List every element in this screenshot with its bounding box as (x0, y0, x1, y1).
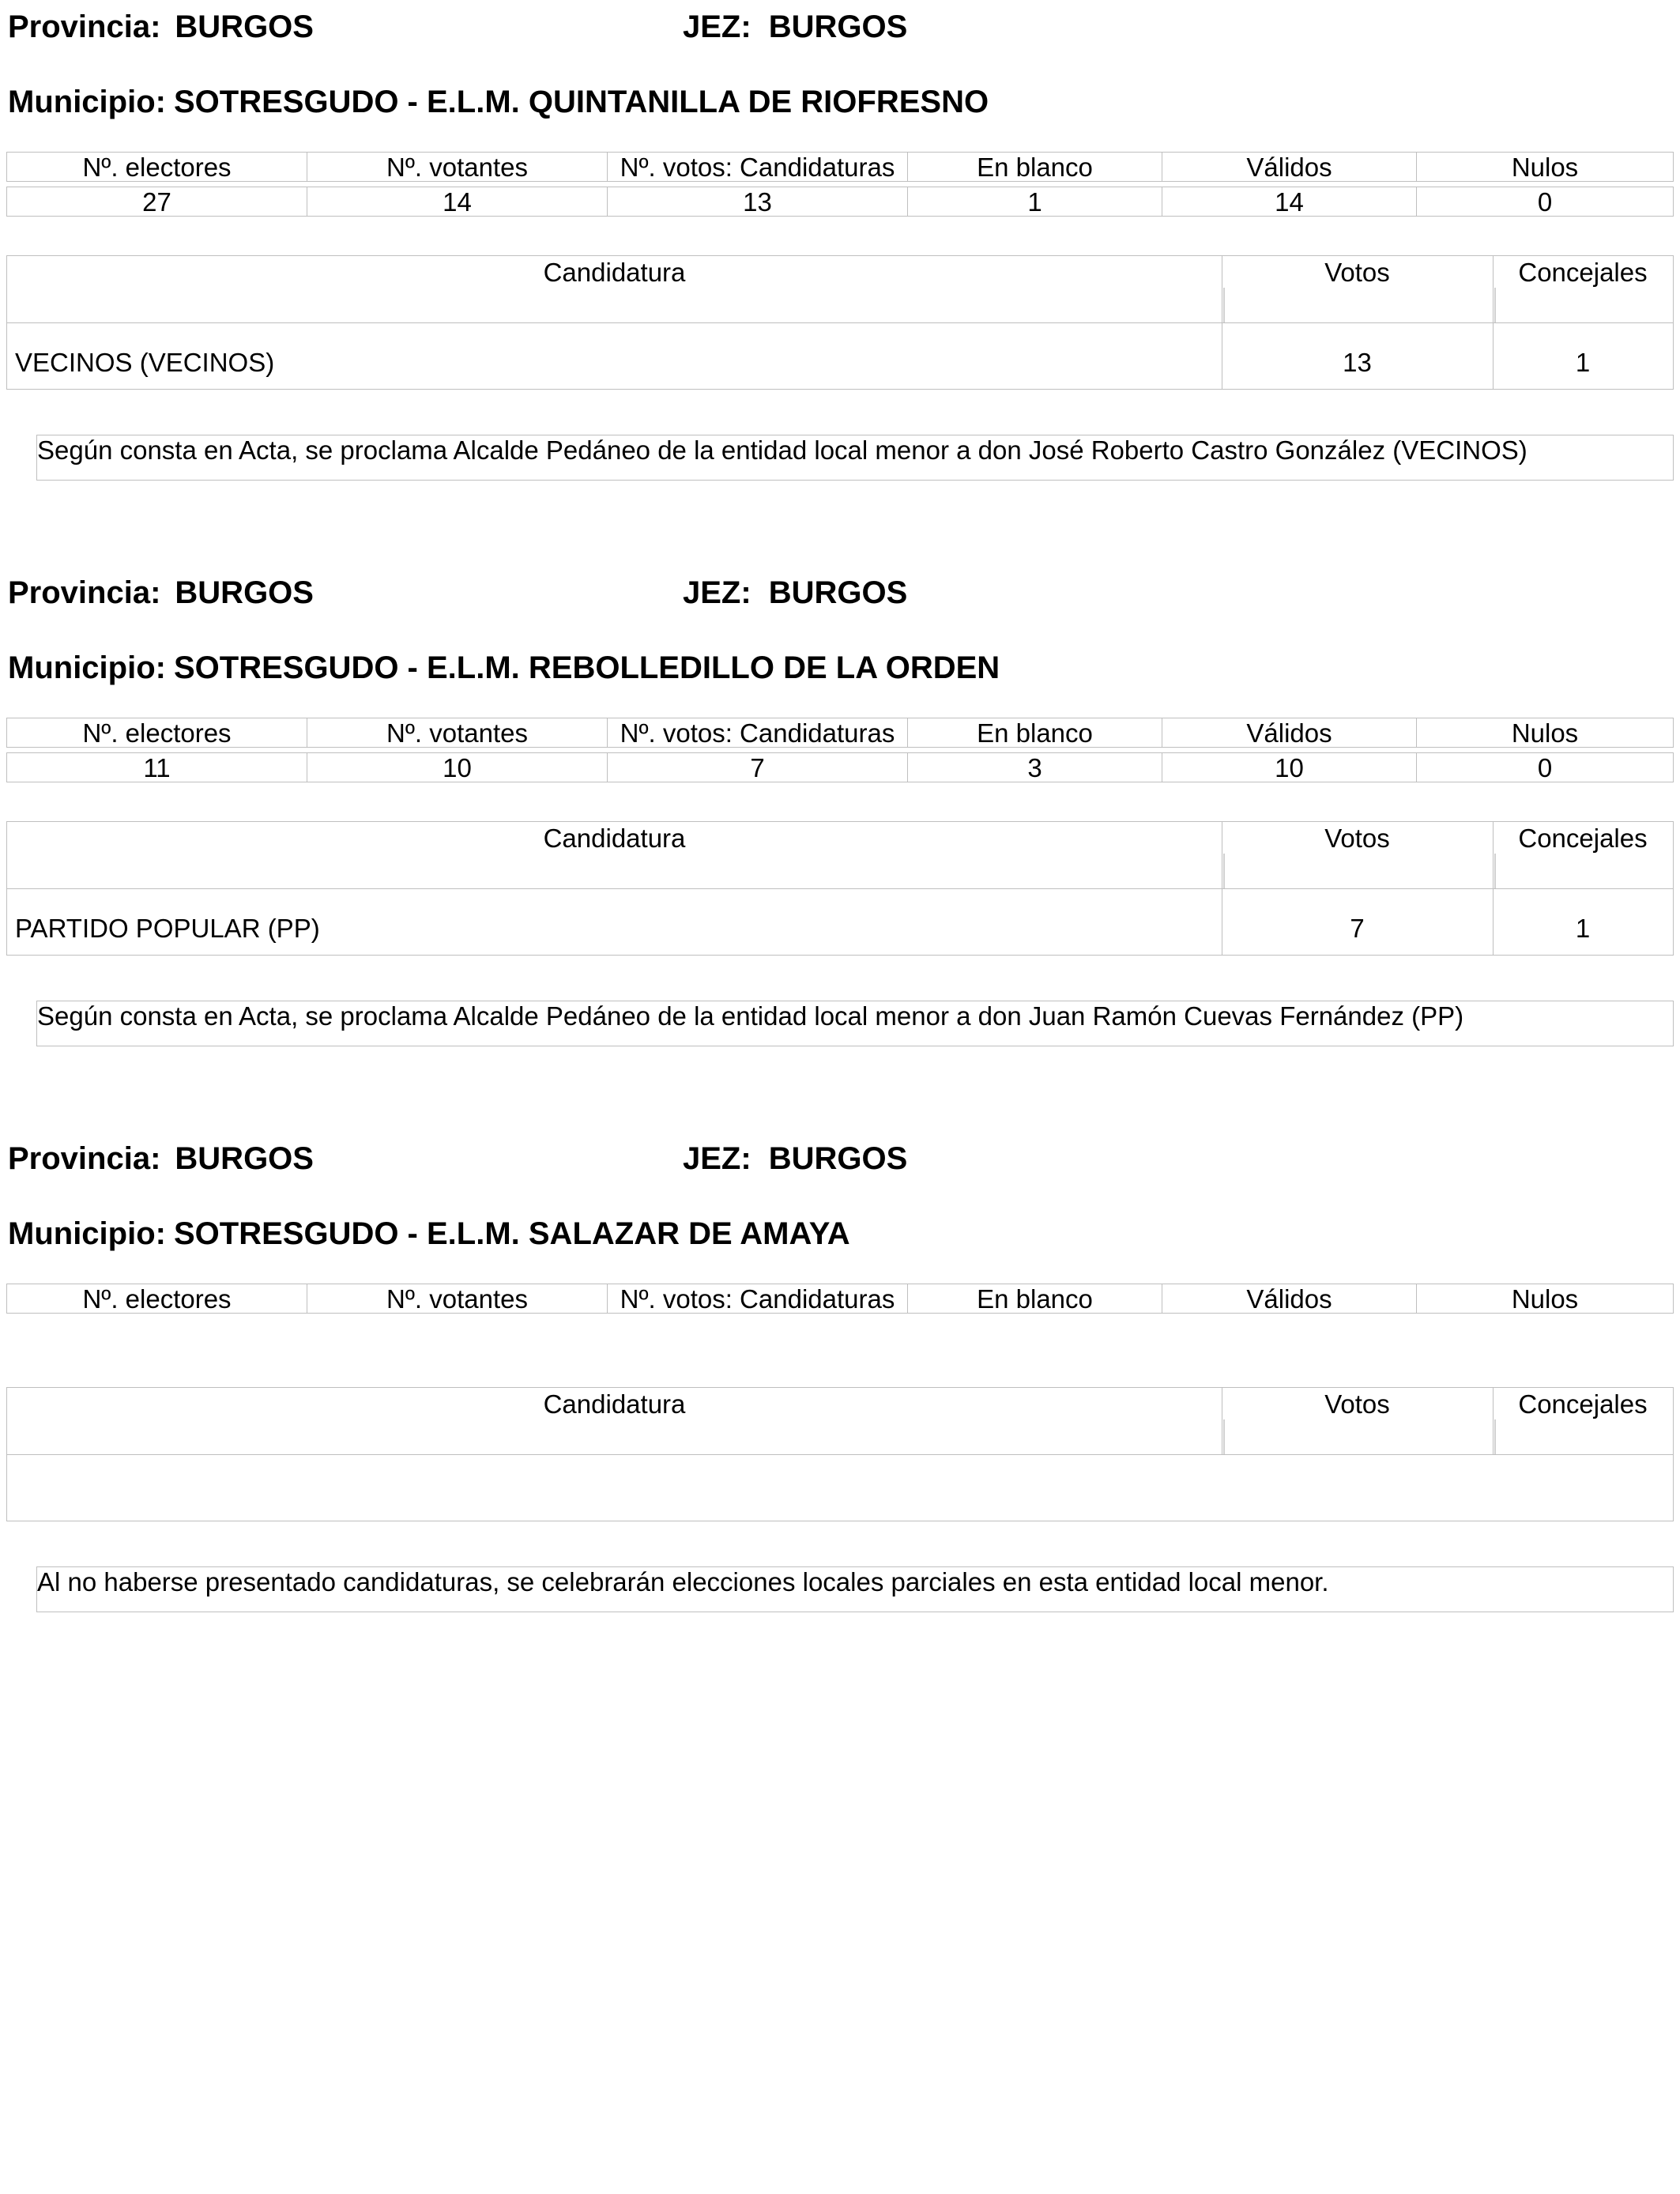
municipio-value: SOTRESGUDO - E.L.M. REBOLLEDILLO DE LA ORDEN (173, 650, 1000, 685)
stats-value-cell: 11 (6, 752, 307, 782)
stats-header-cell: Válidos (1162, 1284, 1417, 1314)
stats-value-cell: 0 (1416, 187, 1674, 217)
stats-value-cell: 3 (907, 752, 1162, 782)
candidate-votos: 13 (1343, 348, 1372, 377)
candidate-concejales: 1 (1575, 348, 1591, 377)
stats-header-row (6, 1284, 1674, 1314)
stats-table (6, 1284, 1674, 1314)
election-section-1 (0, 0, 1680, 566)
municipio-header (8, 86, 989, 118)
no-candidatures-note-text: Al no haberse presentado candidaturas, se celebrarán elecciones locales parciales en esta entidad local menor. (37, 1567, 1329, 1596)
stats-value-cell: 13 (607, 187, 908, 217)
jez-header (683, 577, 907, 609)
column-divider (1494, 1419, 1496, 1454)
candidatura-header: Candidatura (543, 1389, 686, 1419)
candidatura-header: Candidatura (543, 824, 686, 853)
candidature-table (6, 821, 1674, 956)
proclamation-note-text: Según consta en Acta, se proclama Alcalde Pedáneo de la entidad local menor a don Juan Ramón Cuevas Fernández (PP) (37, 1001, 1464, 1031)
stats-value-cell: 14 (307, 187, 608, 217)
provincia-header (8, 577, 314, 609)
provincia-label: Provincia: (8, 9, 161, 44)
provincia-label: Provincia: (8, 575, 161, 610)
jez-label: JEZ: (683, 1141, 751, 1176)
proclamation-note (36, 435, 1674, 481)
column-divider (1223, 854, 1225, 888)
municipio-value: SOTRESGUDO - E.L.M. SALAZAR DE AMAYA (173, 1216, 850, 1251)
votos-header: Votos (1324, 824, 1390, 853)
provincia-label: Provincia: (8, 1141, 161, 1176)
concejales-header: Concejales (1518, 824, 1648, 853)
provincia-value: BURGOS (175, 1141, 314, 1176)
provincia-header (8, 11, 314, 43)
provincia-value: BURGOS (175, 9, 314, 44)
stats-header-cell: En blanco (907, 718, 1162, 748)
proclamation-note (36, 1001, 1674, 1046)
stats-value-cell: 14 (1162, 187, 1417, 217)
municipio-label: Municipio: (8, 1216, 166, 1251)
stats-value-cell: 1 (907, 187, 1162, 217)
stats-header-cell: En blanco (907, 152, 1162, 182)
column-divider (1494, 854, 1496, 888)
stats-header-cell: Nulos (1416, 718, 1674, 748)
stats-header-cell: Nº. votos: Candidaturas (607, 152, 908, 182)
candidature-table (6, 255, 1674, 390)
votos-header: Votos (1324, 1389, 1390, 1419)
stats-header-cell: Nº. electores (6, 152, 307, 182)
concejales-header: Concejales (1518, 258, 1648, 287)
election-section-2 (0, 566, 1680, 1132)
stats-value-cell: 10 (1162, 752, 1417, 782)
stats-header-cell: Válidos (1162, 152, 1417, 182)
jez-header (683, 11, 907, 43)
stats-value-cell: 27 (6, 187, 307, 217)
stats-header-cell: Nulos (1416, 152, 1674, 182)
candidate-votos: 7 (1350, 914, 1365, 943)
candidate-concejales: 1 (1575, 914, 1591, 943)
column-divider (1223, 1419, 1225, 1454)
stats-header-cell: Nº. votos: Candidaturas (607, 718, 908, 748)
concejales-header: Concejales (1518, 1389, 1648, 1419)
stats-header-cell: Nulos (1416, 1284, 1674, 1314)
municipio-header (8, 1218, 850, 1250)
stats-value-row (6, 187, 1674, 217)
votos-header: Votos (1324, 258, 1390, 287)
municipio-label: Municipio: (8, 85, 166, 119)
stats-header-cell: Nº. electores (6, 718, 307, 748)
stats-header-row (6, 152, 1674, 182)
candidature-table (6, 1387, 1674, 1521)
jez-label: JEZ: (683, 9, 751, 44)
stats-value-cell: 10 (307, 752, 608, 782)
stats-header-cell: Nº. votantes (307, 718, 608, 748)
candidate-name: PARTIDO POPULAR (PP) (15, 914, 320, 943)
stats-header-cell: Nº. electores (6, 1284, 307, 1314)
stats-header-row (6, 718, 1674, 748)
no-candidatures-note (36, 1566, 1674, 1612)
provincia-header (8, 1143, 314, 1174)
column-divider (1223, 288, 1225, 322)
proclamation-note-text: Según consta en Acta, se proclama Alcalde Pedáneo de la entidad local menor a don José Roberto Castro González (VECINOS) (37, 435, 1527, 465)
column-divider (1494, 288, 1496, 322)
jez-header (683, 1143, 907, 1174)
jez-value: BURGOS (768, 575, 908, 610)
candidatura-header: Candidatura (543, 258, 686, 287)
municipio-label: Municipio: (8, 650, 166, 685)
stats-header-cell: Nº. votos: Candidaturas (607, 1284, 908, 1314)
election-section-3 (0, 1132, 1680, 1698)
municipio-value: SOTRESGUDO - E.L.M. QUINTANILLA DE RIOFRESNO (173, 85, 989, 119)
stats-header-cell: Nº. votantes (307, 1284, 608, 1314)
jez-value: BURGOS (768, 9, 908, 44)
stats-value-cell: 0 (1416, 752, 1674, 782)
stats-header-cell: Nº. votantes (307, 152, 608, 182)
jez-label: JEZ: (683, 575, 751, 610)
jez-value: BURGOS (768, 1141, 908, 1176)
stats-table (6, 152, 1674, 217)
provincia-value: BURGOS (175, 575, 314, 610)
stats-value-row (6, 752, 1674, 782)
candidate-name: VECINOS (VECINOS) (15, 348, 275, 377)
stats-header-cell: Válidos (1162, 718, 1417, 748)
stats-header-cell: En blanco (907, 1284, 1162, 1314)
municipio-header (8, 652, 1000, 684)
stats-value-cell: 7 (607, 752, 908, 782)
stats-table (6, 718, 1674, 782)
